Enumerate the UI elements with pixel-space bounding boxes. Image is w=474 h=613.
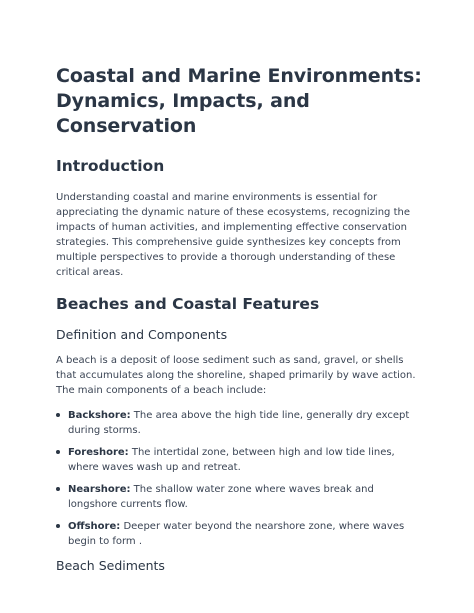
component-term: Offshore: bbox=[68, 521, 121, 532]
component-description: The area above the high tide line, generally dry except during storms. bbox=[68, 410, 410, 436]
list-item-foreshore bbox=[56, 445, 422, 475]
bullet-icon bbox=[56, 524, 60, 528]
component-description: The intertidal zone, between high and low tide lines, where waves wash up and retreat. bbox=[68, 447, 395, 473]
beach-components-list bbox=[56, 408, 422, 549]
component-term: Foreshore: bbox=[68, 447, 129, 458]
bullet-icon bbox=[56, 450, 60, 454]
component-term: Nearshore: bbox=[68, 484, 131, 495]
list-item-backshore bbox=[56, 408, 422, 438]
component-term: Backshore: bbox=[68, 410, 131, 421]
bullet-icon bbox=[56, 487, 60, 491]
introduction-heading: Introduction bbox=[56, 157, 165, 175]
beaches-heading: Beaches and Coastal Features bbox=[56, 295, 320, 313]
list-item-offshore bbox=[56, 519, 422, 549]
sediments-heading: Beach Sediments bbox=[56, 558, 165, 573]
bullet-icon bbox=[56, 413, 60, 417]
definition-paragraph: A beach is a deposit of loose sediment such as sand, gravel, or shells that accumulates along the shoreline, shaped primarily by wave action. The main components of a beach include: bbox=[56, 355, 416, 396]
document-title: Coastal and Marine Environments: Dynamics, Impacts, and Conservation bbox=[56, 65, 422, 137]
definition-heading: Definition and Components bbox=[56, 327, 228, 342]
component-description: Deeper water beyond the nearshore zone, where waves begin to form . bbox=[68, 521, 405, 547]
list-item-nearshore bbox=[56, 482, 422, 512]
component-description: The shallow water zone where waves break and longshore currents flow. bbox=[68, 484, 374, 510]
introduction-paragraph: Understanding coastal and marine environments is essential for appreciating the dynamic nature of these ecosystems, recognizing the impacts of human activities, and implementing effective conservation strategies. This comprehensive guide synthesizes key concepts from multiple perspectives to provide a thorough understanding of these critical areas. bbox=[56, 192, 410, 278]
